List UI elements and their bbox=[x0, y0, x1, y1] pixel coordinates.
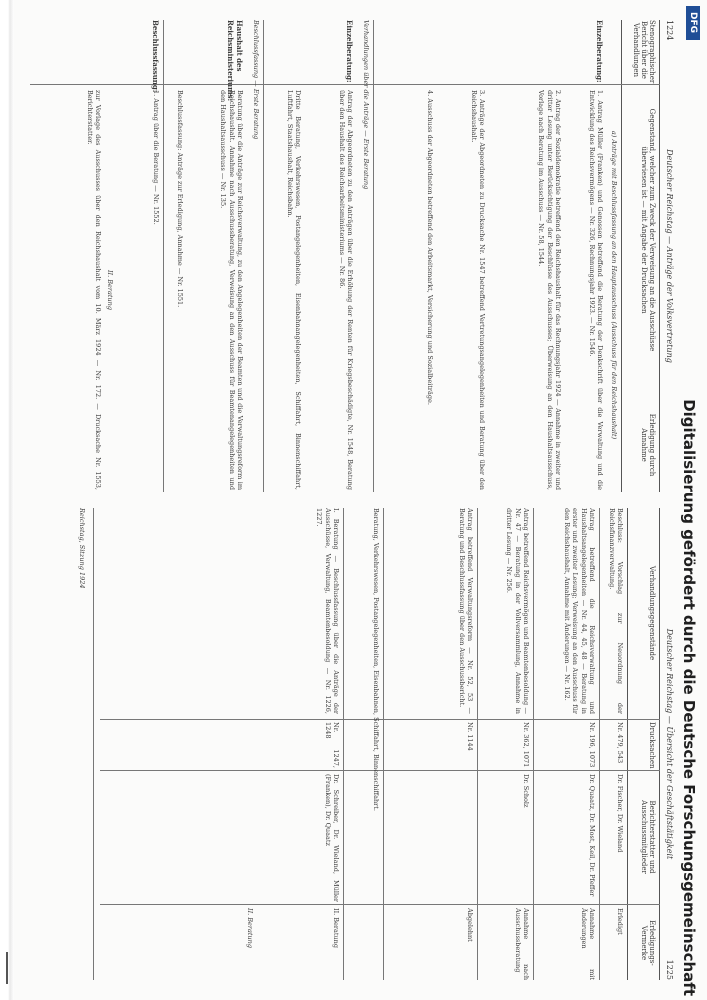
right-row2-rapporteur: Dr. Quaatz, Dr. Most, Keil, Dr. Pfeffer bbox=[588, 774, 596, 897]
right-row3-rapporteur: Dr. Scholz bbox=[522, 774, 530, 808]
left-running-title: Deutscher Reichstag — Anträge der Volksvertretung bbox=[665, 149, 674, 363]
dfg-banner bbox=[676, 6, 702, 1000]
right-row6-subject: I. Beratung — Beschlussfassung über die Anträge der Ausschüsse, Verwaltung, Beamtenbesoldung — Nr. 1226, 1227. bbox=[315, 508, 340, 714]
left-footer-note: II. Beratung bbox=[106, 269, 114, 311]
right-row3-print: Nr. 362, 1071 bbox=[522, 722, 530, 768]
left-row-b2-text: Dritte Beratung, Verkehrswesen, Postangelegenheiten, Eisenbahnangelegenheiten, Schiffahrt, Binnenschiffahrt, Luftfahrt, Staatshaushalt, Reichsbahn. bbox=[285, 90, 302, 490]
right-row2-status: Annahme mit Änderungen bbox=[579, 908, 596, 980]
dfg-banner-text: Digitalisierung gefördert durch die Deutsche Forschungsgemeinschaft bbox=[680, 399, 698, 996]
right-row6-print: Nr. 1247, 1248 bbox=[323, 722, 340, 768]
left-row-b1-text: Antrag der Abgeordneten zu den Anträgen über die Erhöhung der Renten für Kriegsbeschädigte, Nr. 1548, Beratung über den Haushalt des Reichsarbeitsministeriums — Nr. 86. bbox=[337, 90, 354, 490]
left-section-a: a) Anträge mit Beschlussfassung an den Hauptausschuss (Ausschuss für den Reichshaushalt) bbox=[610, 130, 618, 440]
left-colhead-2: Gegenstand, welcher zum Zweck der Verweisung an die Ausschüsse überwiesen ist — mit Angabe der Drucksachen bbox=[640, 108, 656, 352]
right-row1-print: Nr. 479, 543 bbox=[616, 722, 624, 764]
rotated-spread bbox=[24, 20, 674, 980]
left-section-b: Verhandlungen über die Anträge — Erste Beratung bbox=[362, 20, 370, 190]
right-page bbox=[24, 508, 674, 980]
right-footer: Reichstag, Sitzung 1924 bbox=[78, 508, 86, 589]
right-running-title: Deutscher Reichstag — Übersicht der Geschäftstätigkeit bbox=[665, 628, 674, 860]
dfg-logo: DFG bbox=[686, 6, 700, 40]
right-row6-status: II. Beratung bbox=[332, 908, 340, 949]
left-page-header bbox=[660, 20, 674, 492]
right-page-header bbox=[660, 508, 674, 980]
left-page bbox=[24, 20, 674, 492]
right-row1-rapporteur: Dr. Fischer, Dr. Wieland bbox=[616, 774, 624, 853]
right-page-number: 1225 bbox=[665, 959, 674, 980]
left-row-d-label: Beschlussfassung: bbox=[151, 20, 160, 93]
right-row2-print: Nr. 196, 1073 bbox=[588, 722, 596, 768]
left-row3-text: 3. Anträge der Abgeordneten zu Drucksache Nr. 1547 betreffend Vertretungsangelegenheiten und Beratung über den Reichshaushalt. bbox=[469, 90, 486, 490]
left-row1-text: 1. Antrag Müller (Franken) und Genossen betreffend die Beratung der Denkschrift über die Verwaltung und die Entwicklung des Reichsvermögens — Nr. 326, Rechnungsjahr 1923. — Nr. 1546. bbox=[587, 90, 604, 490]
left-row-d-text: 1. Antrag über die Beratung — Nr. 1552. bbox=[152, 90, 160, 225]
right-row4-print: Nr. 1144 bbox=[466, 722, 474, 751]
right-row1-subject: Beschluss: Vorschlag zur Neuordnung der Reichsfinanzverwaltung. bbox=[607, 508, 624, 714]
left-colhead-3: Erledigung durch Annahme bbox=[640, 413, 656, 477]
left-colhead-1: Stenographischer Bericht über die Verhandlungen bbox=[632, 20, 656, 84]
left-row-c1-text: Beratung über die Anträge zur Reichsverwaltung, zu den Angelegenheiten der Beamten und die Verwaltungsreform im Reichshaushalt. Annahme nach Ausschussberatung, Verweisung an den Ausschuss für Beamtenangelegenheiten und den Haushaltsausschuss — Nr. 135. bbox=[219, 90, 244, 490]
right-row5-subject: Beratung, Verkehrswesen, Postangelegenheiten, Eisenbahnen, Schiffahrt, Binnenschiffahrt. bbox=[372, 508, 380, 811]
right-row4-subject: Antrag betreffend Verwaltungsreform — Nr. 52, 53 — Beratung und Beschlussfassung über den Ausschussbericht. bbox=[457, 508, 474, 714]
left-row1-label: Einzelberatung: bbox=[595, 20, 604, 83]
right-row3-subject: Antrag betreffend Reichsvermögen und Beamtenbesoldung — Nr. 47 — Beratung in der Vollversammlung, Annahme in dritter Lesung — Nr. 256. bbox=[505, 508, 530, 714]
right-colhead-3: Berichterstatter und Ausschussmitglieder bbox=[640, 800, 656, 874]
right-row6-rapporteur: Dr. Schreiber, Dr. Wieland, Müller (Franken), Dr. Quaatz bbox=[323, 774, 340, 902]
right-row3-status: Annahme nach Ausschussberatung bbox=[513, 908, 530, 980]
right-colhead-4: Erledigungs-Vermerke bbox=[640, 920, 656, 966]
right-row2-subject: Antrag betreffend die Reichsverwaltung und Haushaltsangelegenheiten — Nr. 44, 45, 48 — Beratung in erster und zweiter Lesung; Verweisung an den Ausschuss für den Reichshaushalt, Annahme mit Änderungen — Nr. 162. bbox=[562, 508, 596, 714]
right-colhead-2: Drucksachen bbox=[648, 722, 656, 769]
right-colhead-1: Verhandlungsgegenstände bbox=[648, 565, 656, 661]
left-footer-text: zur Vorlage des Ausschusses über den Reichshaushalt vom 10. März 1924 — Nr. 172. — Drucksache Nr. 1553, Berichterstatter. bbox=[85, 90, 102, 490]
left-row-c2-text: Beschlussfassung: Anträge zur Erledigung, Annahme — Nr. 1551. bbox=[176, 90, 184, 308]
left-row2-text: 2. Antrag der Sozialdemokratie betreffend den Reichshaushalt für das Rechnungsjahr 1924 — Annahme in zweiter und dritter Lesung unter Berücksichtigung der Beschlüsse des Ausschusses; Überweisung an den Haushaltsausschuss, Vorlage nach Beratung im Ausschuss — Nr. 58, 1544. bbox=[537, 90, 562, 490]
left-row-c1-label: Haushalt des Reichsministeriums: bbox=[226, 20, 244, 102]
left-row4-text: 4. Ausschuss der Abgeordneten betreffend den Arbeitsmarkt, Versicherung und Sozialbeiträge. bbox=[426, 90, 434, 405]
right-row4-status: Abgelehnt bbox=[466, 908, 474, 942]
right-row1-status: Erledigt bbox=[616, 908, 624, 935]
page-edge bbox=[0, 0, 14, 1000]
left-section-c: Beschlussfassung — Erste Beratung bbox=[252, 20, 260, 140]
left-row-b1-label: Einzelberatung: bbox=[345, 20, 354, 83]
left-page-number: 1224 bbox=[665, 20, 674, 41]
right-side-note: II. Beratung bbox=[246, 908, 254, 949]
